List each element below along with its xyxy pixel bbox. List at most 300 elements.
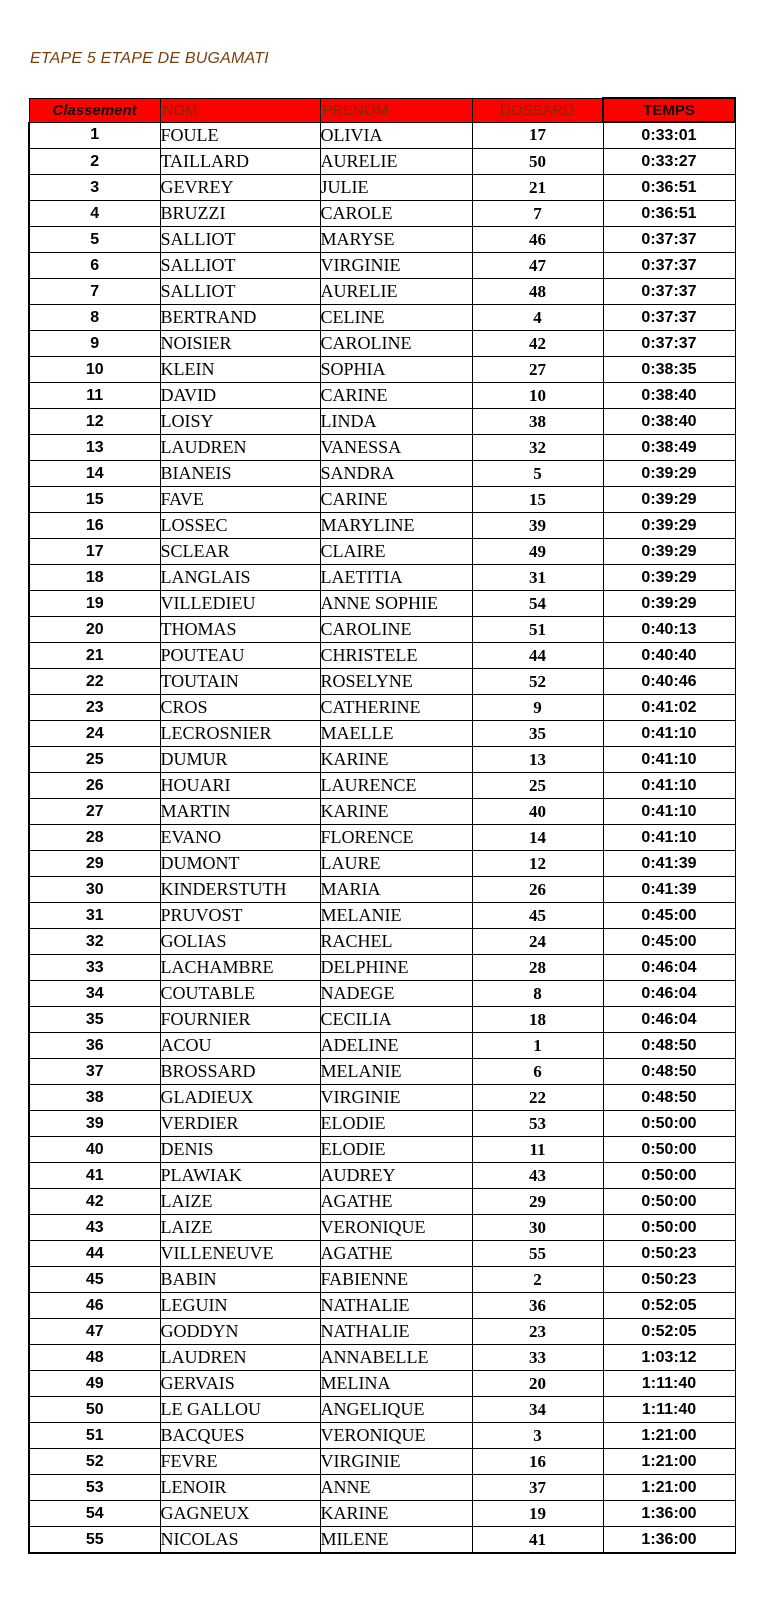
cell-temps: 1:11:40: [603, 1371, 735, 1397]
cell-dossard: 2: [472, 1267, 603, 1293]
table-row: [29, 461, 735, 487]
cell-classement: 46: [29, 1293, 160, 1319]
table-row: [29, 929, 735, 955]
cell-prenom: JULIE: [320, 175, 472, 201]
cell-classement: 27: [29, 799, 160, 825]
cell-prenom: ROSELYNE: [320, 669, 472, 695]
results-body: [29, 122, 735, 1553]
cell-classement: 34: [29, 981, 160, 1007]
cell-temps: 0:50:00: [603, 1137, 735, 1163]
cell-dossard: 28: [472, 955, 603, 981]
table-row: [29, 1163, 735, 1189]
cell-temps: 0:50:00: [603, 1189, 735, 1215]
cell-classement: 20: [29, 617, 160, 643]
cell-classement: 41: [29, 1163, 160, 1189]
table-row: [29, 1293, 735, 1319]
cell-dossard: 13: [472, 747, 603, 773]
cell-nom: LAUDREN: [160, 1345, 320, 1371]
cell-temps: 0:37:37: [603, 305, 735, 331]
cell-prenom: ADELINE: [320, 1033, 472, 1059]
cell-prenom: MELANIE: [320, 1059, 472, 1085]
cell-dossard: 5: [472, 461, 603, 487]
cell-nom: LE GALLOU: [160, 1397, 320, 1423]
cell-classement: 26: [29, 773, 160, 799]
table-row: [29, 981, 735, 1007]
cell-nom: GAGNEUX: [160, 1501, 320, 1527]
table-row: [29, 122, 735, 149]
cell-nom: LENOIR: [160, 1475, 320, 1501]
cell-prenom: CLAIRE: [320, 539, 472, 565]
cell-temps: 0:46:04: [603, 1007, 735, 1033]
cell-temps: 0:46:04: [603, 981, 735, 1007]
cell-temps: 0:36:51: [603, 201, 735, 227]
table-row: [29, 565, 735, 591]
cell-classement: 22: [29, 669, 160, 695]
cell-dossard: 8: [472, 981, 603, 1007]
cell-nom: LOISY: [160, 409, 320, 435]
cell-nom: PLAWIAK: [160, 1163, 320, 1189]
cell-dossard: 45: [472, 903, 603, 929]
cell-classement: 15: [29, 487, 160, 513]
cell-dossard: 30: [472, 1215, 603, 1241]
cell-classement: 51: [29, 1423, 160, 1449]
cell-classement: 17: [29, 539, 160, 565]
table-row: [29, 1501, 735, 1527]
cell-dossard: 17: [472, 122, 603, 149]
table-row: [29, 1007, 735, 1033]
cell-nom: BROSSARD: [160, 1059, 320, 1085]
cell-nom: VERDIER: [160, 1111, 320, 1137]
cell-classement: 42: [29, 1189, 160, 1215]
cell-dossard: 46: [472, 227, 603, 253]
table-row: [29, 773, 735, 799]
cell-classement: 18: [29, 565, 160, 591]
cell-temps: 0:50:00: [603, 1215, 735, 1241]
cell-dossard: 47: [472, 253, 603, 279]
cell-temps: 0:39:29: [603, 539, 735, 565]
cell-temps: 0:37:37: [603, 331, 735, 357]
cell-nom: MARTIN: [160, 799, 320, 825]
cell-prenom: AURELIE: [320, 279, 472, 305]
cell-nom: KLEIN: [160, 357, 320, 383]
cell-temps: 0:37:37: [603, 227, 735, 253]
cell-dossard: 12: [472, 851, 603, 877]
cell-temps: 0:48:50: [603, 1059, 735, 1085]
cell-nom: KINDERSTUTH: [160, 877, 320, 903]
cell-nom: GLADIEUX: [160, 1085, 320, 1111]
cell-dossard: 37: [472, 1475, 603, 1501]
cell-classement: 28: [29, 825, 160, 851]
cell-dossard: 35: [472, 721, 603, 747]
cell-dossard: 34: [472, 1397, 603, 1423]
cell-dossard: 32: [472, 435, 603, 461]
cell-nom: BERTRAND: [160, 305, 320, 331]
cell-dossard: 20: [472, 1371, 603, 1397]
cell-prenom: LINDA: [320, 409, 472, 435]
table-row: [29, 617, 735, 643]
cell-temps: 0:41:39: [603, 851, 735, 877]
cell-dossard: 22: [472, 1085, 603, 1111]
cell-prenom: LAURE: [320, 851, 472, 877]
cell-prenom: AURELIE: [320, 149, 472, 175]
cell-temps: 0:37:37: [603, 253, 735, 279]
table-row: [29, 877, 735, 903]
table-row: [29, 1137, 735, 1163]
cell-nom: GERVAIS: [160, 1371, 320, 1397]
table-row: [29, 1397, 735, 1423]
cell-prenom: VIRGINIE: [320, 1085, 472, 1111]
column-header-prenom: PRENOM: [320, 98, 472, 122]
table-row: [29, 1215, 735, 1241]
cell-temps: 0:48:50: [603, 1085, 735, 1111]
cell-classement: 36: [29, 1033, 160, 1059]
cell-dossard: 48: [472, 279, 603, 305]
cell-dossard: 43: [472, 1163, 603, 1189]
cell-nom: FEVRE: [160, 1449, 320, 1475]
cell-dossard: 44: [472, 643, 603, 669]
cell-nom: THOMAS: [160, 617, 320, 643]
cell-nom: POUTEAU: [160, 643, 320, 669]
cell-prenom: CARINE: [320, 383, 472, 409]
cell-classement: 19: [29, 591, 160, 617]
table-row: [29, 1111, 735, 1137]
table-row: [29, 851, 735, 877]
cell-prenom: AGATHE: [320, 1189, 472, 1215]
cell-dossard: 53: [472, 1111, 603, 1137]
cell-temps: 0:39:29: [603, 591, 735, 617]
table-row: [29, 1527, 735, 1554]
cell-classement: 44: [29, 1241, 160, 1267]
cell-temps: 0:40:13: [603, 617, 735, 643]
cell-nom: SALLIOT: [160, 227, 320, 253]
cell-dossard: 31: [472, 565, 603, 591]
cell-classement: 38: [29, 1085, 160, 1111]
cell-prenom: MARYSE: [320, 227, 472, 253]
cell-temps: 0:46:04: [603, 955, 735, 981]
cell-temps: 0:48:50: [603, 1033, 735, 1059]
cell-dossard: 14: [472, 825, 603, 851]
cell-classement: 6: [29, 253, 160, 279]
cell-nom: CROS: [160, 695, 320, 721]
cell-classement: 35: [29, 1007, 160, 1033]
cell-temps: 1:21:00: [603, 1475, 735, 1501]
cell-nom: DAVID: [160, 383, 320, 409]
cell-nom: SCLEAR: [160, 539, 320, 565]
table-row: [29, 903, 735, 929]
table-row: [29, 1189, 735, 1215]
table-row: [29, 591, 735, 617]
cell-temps: 0:39:29: [603, 487, 735, 513]
cell-dossard: 49: [472, 539, 603, 565]
cell-classement: 2: [29, 149, 160, 175]
table-row: [29, 1423, 735, 1449]
cell-nom: HOUARI: [160, 773, 320, 799]
cell-nom: SALLIOT: [160, 253, 320, 279]
table-row: [29, 487, 735, 513]
cell-classement: 5: [29, 227, 160, 253]
cell-temps: 0:39:29: [603, 513, 735, 539]
cell-temps: 0:52:05: [603, 1293, 735, 1319]
cell-prenom: CELINE: [320, 305, 472, 331]
cell-prenom: CATHERINE: [320, 695, 472, 721]
cell-prenom: NATHALIE: [320, 1319, 472, 1345]
cell-prenom: KARINE: [320, 1501, 472, 1527]
cell-prenom: SOPHIA: [320, 357, 472, 383]
cell-nom: COUTABLE: [160, 981, 320, 1007]
cell-dossard: 29: [472, 1189, 603, 1215]
cell-classement: 10: [29, 357, 160, 383]
cell-dossard: 25: [472, 773, 603, 799]
cell-temps: 0:38:35: [603, 357, 735, 383]
cell-dossard: 6: [472, 1059, 603, 1085]
cell-prenom: VERONIQUE: [320, 1215, 472, 1241]
cell-dossard: 36: [472, 1293, 603, 1319]
cell-dossard: 21: [472, 175, 603, 201]
table-row: [29, 201, 735, 227]
cell-classement: 29: [29, 851, 160, 877]
cell-prenom: OLIVIA: [320, 122, 472, 149]
cell-classement: 32: [29, 929, 160, 955]
cell-temps: 0:40:46: [603, 669, 735, 695]
cell-prenom: MARYLINE: [320, 513, 472, 539]
table-row: [29, 149, 735, 175]
cell-classement: 39: [29, 1111, 160, 1137]
cell-classement: 55: [29, 1527, 160, 1554]
cell-prenom: CHRISTELE: [320, 643, 472, 669]
table-row: [29, 1371, 735, 1397]
cell-temps: 0:36:51: [603, 175, 735, 201]
cell-classement: 40: [29, 1137, 160, 1163]
cell-classement: 43: [29, 1215, 160, 1241]
cell-prenom: MELANIE: [320, 903, 472, 929]
cell-nom: LECROSNIER: [160, 721, 320, 747]
table-row: [29, 409, 735, 435]
cell-prenom: MARIA: [320, 877, 472, 903]
table-row: [29, 825, 735, 851]
cell-prenom: ANNABELLE: [320, 1345, 472, 1371]
table-row: [29, 1449, 735, 1475]
cell-dossard: 24: [472, 929, 603, 955]
table-row: [29, 513, 735, 539]
cell-temps: 0:41:10: [603, 721, 735, 747]
cell-prenom: LAETITIA: [320, 565, 472, 591]
cell-temps: 0:39:29: [603, 461, 735, 487]
cell-temps: 0:45:00: [603, 929, 735, 955]
cell-temps: 0:50:23: [603, 1267, 735, 1293]
cell-nom: BABIN: [160, 1267, 320, 1293]
cell-nom: LAIZE: [160, 1189, 320, 1215]
cell-classement: 31: [29, 903, 160, 929]
cell-temps: 0:38:40: [603, 383, 735, 409]
cell-prenom: MELINA: [320, 1371, 472, 1397]
cell-prenom: AGATHE: [320, 1241, 472, 1267]
cell-classement: 50: [29, 1397, 160, 1423]
table-row: [29, 1475, 735, 1501]
table-row: [29, 383, 735, 409]
cell-nom: TAILLARD: [160, 149, 320, 175]
cell-classement: 24: [29, 721, 160, 747]
table-row: [29, 357, 735, 383]
cell-dossard: 55: [472, 1241, 603, 1267]
cell-nom: LAIZE: [160, 1215, 320, 1241]
cell-dossard: 33: [472, 1345, 603, 1371]
cell-prenom: ANNE SOPHIE: [320, 591, 472, 617]
cell-prenom: CECILIA: [320, 1007, 472, 1033]
cell-dossard: 3: [472, 1423, 603, 1449]
cell-classement: 37: [29, 1059, 160, 1085]
table-row: [29, 227, 735, 253]
cell-dossard: 42: [472, 331, 603, 357]
table-row: [29, 539, 735, 565]
cell-dossard: 51: [472, 617, 603, 643]
cell-prenom: FLORENCE: [320, 825, 472, 851]
cell-classement: 49: [29, 1371, 160, 1397]
cell-classement: 14: [29, 461, 160, 487]
cell-prenom: SANDRA: [320, 461, 472, 487]
column-header-temps: TEMPS: [603, 98, 735, 122]
table-row: [29, 279, 735, 305]
cell-nom: SALLIOT: [160, 279, 320, 305]
cell-temps: 0:41:10: [603, 747, 735, 773]
table-row: [29, 747, 735, 773]
cell-dossard: 40: [472, 799, 603, 825]
cell-dossard: 18: [472, 1007, 603, 1033]
cell-dossard: 7: [472, 201, 603, 227]
cell-prenom: KARINE: [320, 799, 472, 825]
cell-classement: 7: [29, 279, 160, 305]
cell-classement: 52: [29, 1449, 160, 1475]
table-row: [29, 669, 735, 695]
table-row: [29, 331, 735, 357]
cell-prenom: CARINE: [320, 487, 472, 513]
table-row: [29, 1319, 735, 1345]
cell-dossard: 9: [472, 695, 603, 721]
column-header-classement: Classement: [29, 98, 160, 122]
cell-prenom: MAELLE: [320, 721, 472, 747]
cell-classement: 30: [29, 877, 160, 903]
cell-temps: 0:41:02: [603, 695, 735, 721]
cell-temps: 0:50:23: [603, 1241, 735, 1267]
cell-prenom: KARINE: [320, 747, 472, 773]
cell-prenom: AUDREY: [320, 1163, 472, 1189]
cell-prenom: CAROLINE: [320, 617, 472, 643]
cell-dossard: 54: [472, 591, 603, 617]
cell-temps: 0:38:40: [603, 409, 735, 435]
table-row: [29, 1241, 735, 1267]
table-row: [29, 1033, 735, 1059]
cell-nom: LOSSEC: [160, 513, 320, 539]
cell-classement: 16: [29, 513, 160, 539]
cell-classement: 54: [29, 1501, 160, 1527]
cell-classement: 8: [29, 305, 160, 331]
cell-classement: 25: [29, 747, 160, 773]
cell-temps: 0:39:29: [603, 565, 735, 591]
cell-prenom: ANGELIQUE: [320, 1397, 472, 1423]
cell-prenom: VIRGINIE: [320, 253, 472, 279]
column-header-nom: NOM: [160, 98, 320, 122]
cell-prenom: ELODIE: [320, 1111, 472, 1137]
cell-classement: 9: [29, 331, 160, 357]
table-row: [29, 695, 735, 721]
cell-dossard: 10: [472, 383, 603, 409]
cell-temps: 0:38:49: [603, 435, 735, 461]
cell-temps: 0:33:01: [603, 122, 735, 149]
cell-classement: 12: [29, 409, 160, 435]
table-row: [29, 305, 735, 331]
cell-nom: VILLENEUVE: [160, 1241, 320, 1267]
cell-classement: 1: [29, 122, 160, 149]
cell-prenom: CAROLINE: [320, 331, 472, 357]
cell-prenom: NATHALIE: [320, 1293, 472, 1319]
cell-temps: 0:41:10: [603, 799, 735, 825]
cell-temps: 0:41:10: [603, 825, 735, 851]
cell-dossard: 16: [472, 1449, 603, 1475]
cell-nom: BACQUES: [160, 1423, 320, 1449]
cell-dossard: 23: [472, 1319, 603, 1345]
cell-temps: 1:21:00: [603, 1423, 735, 1449]
cell-classement: 23: [29, 695, 160, 721]
cell-classement: 45: [29, 1267, 160, 1293]
cell-dossard: 41: [472, 1527, 603, 1554]
cell-dossard: 11: [472, 1137, 603, 1163]
cell-classement: 47: [29, 1319, 160, 1345]
cell-dossard: 1: [472, 1033, 603, 1059]
table-row: [29, 721, 735, 747]
cell-nom: ACOU: [160, 1033, 320, 1059]
table-row: [29, 643, 735, 669]
cell-temps: 0:40:40: [603, 643, 735, 669]
cell-nom: PRUVOST: [160, 903, 320, 929]
cell-prenom: ELODIE: [320, 1137, 472, 1163]
cell-dossard: 4: [472, 305, 603, 331]
cell-dossard: 50: [472, 149, 603, 175]
cell-nom: TOUTAIN: [160, 669, 320, 695]
cell-nom: NOISIER: [160, 331, 320, 357]
cell-nom: FOURNIER: [160, 1007, 320, 1033]
table-row: [29, 799, 735, 825]
cell-prenom: DELPHINE: [320, 955, 472, 981]
cell-prenom: VIRGINIE: [320, 1449, 472, 1475]
cell-temps: 1:36:00: [603, 1527, 735, 1554]
cell-nom: FAVE: [160, 487, 320, 513]
header-row: [29, 98, 735, 122]
cell-nom: GOLIAS: [160, 929, 320, 955]
cell-temps: 0:45:00: [603, 903, 735, 929]
cell-prenom: CAROLE: [320, 201, 472, 227]
cell-classement: 13: [29, 435, 160, 461]
cell-nom: LAUDREN: [160, 435, 320, 461]
table-row: [29, 253, 735, 279]
cell-temps: 0:37:37: [603, 279, 735, 305]
cell-prenom: RACHEL: [320, 929, 472, 955]
cell-classement: 21: [29, 643, 160, 669]
cell-temps: 1:36:00: [603, 1501, 735, 1527]
cell-nom: BIANEIS: [160, 461, 320, 487]
cell-nom: VILLEDIEU: [160, 591, 320, 617]
cell-temps: 0:52:05: [603, 1319, 735, 1345]
cell-dossard: 27: [472, 357, 603, 383]
cell-prenom: FABIENNE: [320, 1267, 472, 1293]
cell-temps: 0:41:39: [603, 877, 735, 903]
table-row: [29, 1267, 735, 1293]
cell-classement: 4: [29, 201, 160, 227]
cell-prenom: MILENE: [320, 1527, 472, 1554]
table-row: [29, 955, 735, 981]
cell-dossard: 15: [472, 487, 603, 513]
cell-temps: 0:50:00: [603, 1163, 735, 1189]
cell-temps: 1:21:00: [603, 1449, 735, 1475]
cell-dossard: 39: [472, 513, 603, 539]
